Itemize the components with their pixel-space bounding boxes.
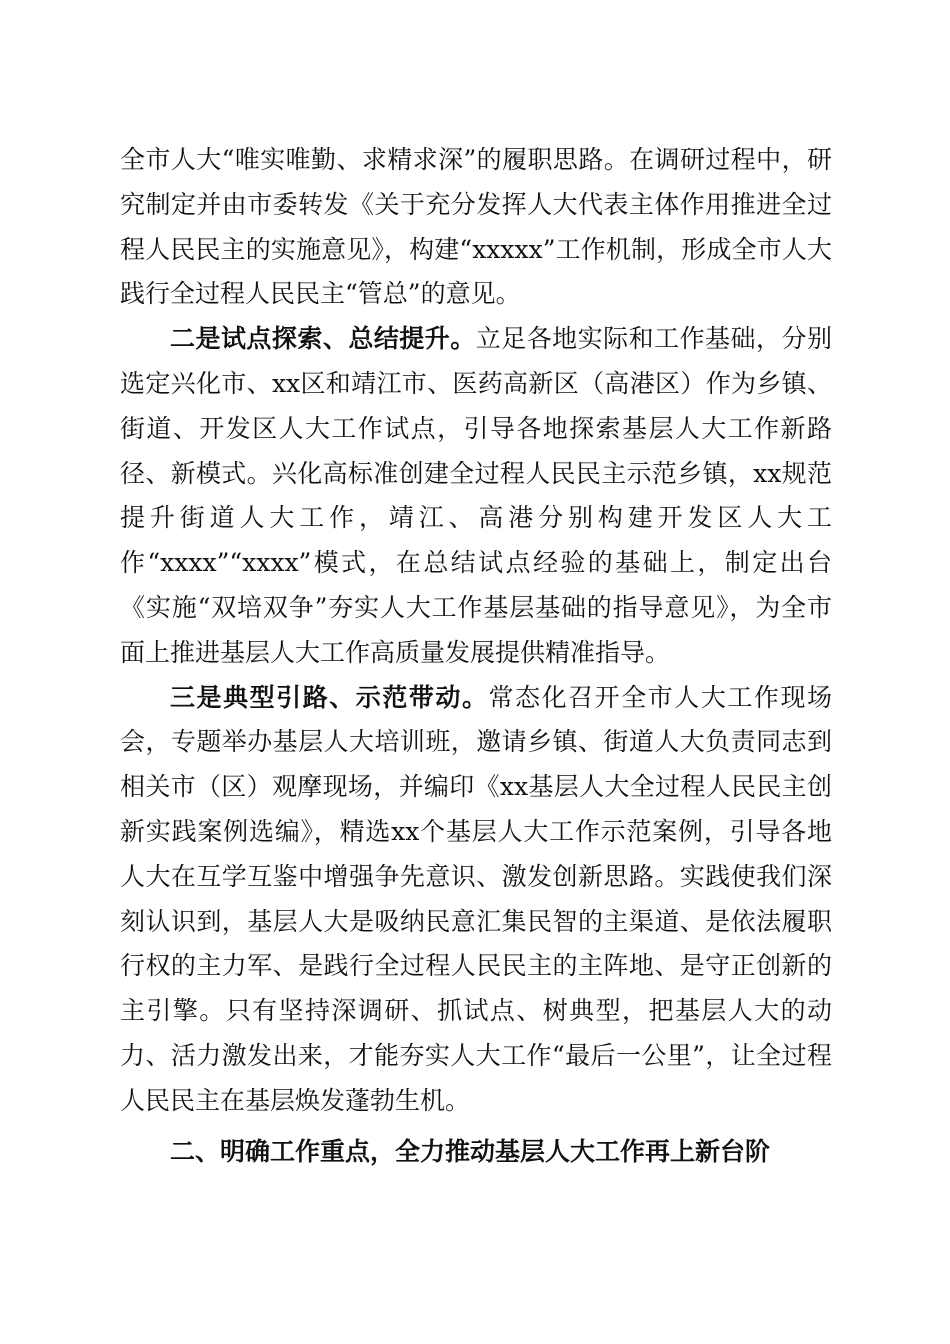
section-heading: 二、明确工作重点，全力推动基层人大工作再上新台阶	[170, 1136, 771, 1166]
paragraph-typical-examples	[120, 676, 832, 1124]
paragraph-text: 常态化召开全市人大工作现场会，专题举办基层人大培训班，邀请乡镇、街道人大负责同志到相关市（区）观摩现场，并编印《xx基层人大全过程人民民主创新实践案例选编》，精选xx个基层人大工作示范案例，引导各地人大在互学互鉴中增强争先意识、激发创新思路。实践使我们深刻认识到，基层人大是吸纳民意汇集民智的主渠道、是依法履职行权的主力军、是践行全过程人民民主的主阵地、是守正创新的主引擎。只有坚持深调研、抓试点、树典型，把基层人大的动力、活力激发出来，才能夯实人大工作“最后一公里”，让全过程人民民主在基层焕发蓬勃生机。	[120, 682, 832, 1115]
paragraph-lead: 二是试点探索、总结提升。	[170, 324, 476, 354]
paragraph-lead: 三是典型引路、示范带动。	[170, 682, 489, 712]
document-body	[120, 138, 832, 1174]
paragraph-pilot-exploration	[120, 317, 832, 675]
paragraph-text: 全市人大“唯实唯勤、求精求深”的履职思路。在调研过程中，研究制定并由市委转发《关于充分发挥人大代表主体作用推进全过程人民民主的实施意见》，构建“xxxxx”工作机制，形成全市人大践行全过程人民民主“管总”的意见。	[120, 145, 832, 309]
paragraph-continuation	[120, 138, 832, 317]
paragraph-text: 立足各地实际和工作基础，分别选定兴化市、xx区和靖江市、医药高新区（高港区）作为乡镇、街道、开发区人大工作试点，引导各地探索基层人大工作新路径、新模式。兴化高标准创建全过程人民民主示范乡镇，xx规范提升街道人大工作，靖江、高港分别构建开发区人大工作“xxxx”“xxxx”模式，在总结试点经验的基础上，制定出台《实施“双培双争”夯实人大工作基层基础的指导意见》，为全市面上推进基层人大工作高质量发展提供精准指导。	[120, 324, 832, 667]
